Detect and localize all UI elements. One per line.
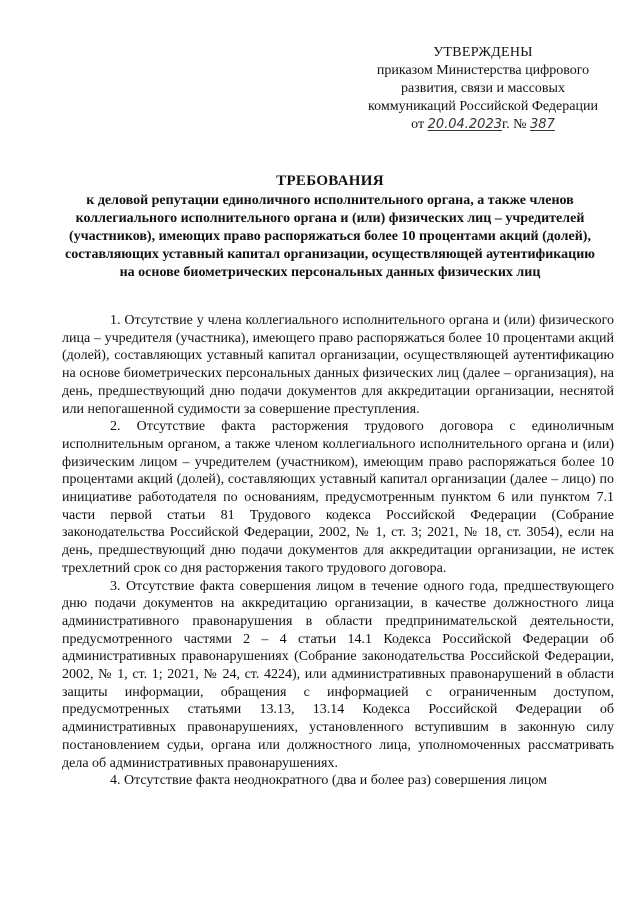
date-suffix: г. №	[502, 117, 527, 132]
handwritten-number: 387	[530, 117, 555, 132]
handwritten-date: 20.04.2023	[427, 117, 502, 132]
document-subtitle: к деловой репутации единоличного исполнительного органа, а также членов коллегиального исполнительного органа и (или) физических лиц – учредителей (участников), имеющих право распоряжаться более 10 процентами акций (долей), составляющих уставный капитал организации, осуществляющей аутентификацию на основе биометрических персональных данных физических лиц	[64, 193, 595, 280]
approval-title: УТВЕРЖДЕНЫ	[433, 45, 533, 60]
paragraph-3: 3. Отсутствие факта совершения лицом в течение одного года, предшествующего дню подачи документов на аккредитацию организации, в качестве должностного лица административного правонарушения в области предпринимательской деятельности, предусмотренного частями 2 – 4 статьи 14.1 Кодекса Российской Федерации об административных правонарушениях (Собрание законодательства Российской Федерации, 2002, № 1, ст. 1; 2021, № 24, ст. 4224), или административных правонарушений в области защиты информации, обращения с информацией с ограниченным доступом, предусмотренных статьями 13.13, 13.14 Кодекса Российской Федерации об административных правонарушениях, установленного вступившим в законную силу постановлением судьи, органа или должностного лица, уполномоченных рассматривать дела об административных правонарушениях.	[62, 578, 614, 771]
document-title: ТРЕБОВАНИЯ	[276, 173, 384, 189]
document-heading	[56, 172, 604, 282]
approval-stamp	[352, 44, 614, 134]
document-body	[62, 312, 614, 790]
approval-date-line	[352, 116, 614, 134]
approval-line-2: развития, связи и массовых	[401, 81, 565, 96]
paragraph-1: 1. Отсутствие у члена коллегиального исполнительного органа и (или) физического лица – учредителя (участника), имеющего право распоряжаться более 10 процентами акций (долей), составляющих уставный капитал организации, осуществляющей аутентификацию на основе биометрических персональных данных физических лиц (далее – организация), на день, предшествующий дню подачи документов для аккредитации организации, неснятой или непогашенной судимости за совершение преступления.	[62, 313, 614, 417]
paragraph-2: 2. Отсутствие факта расторжения трудового договора с единоличным исполнительным органом, а также членом коллегиального исполнительного органа и (или) физическим лицом – учредителем (участником), имеющим право распоряжаться более 10 процентами акций (долей), составляющих уставный капитал организации (далее – лицо) по инициативе работодателя по основаниям, предусмотренным пунктом 6 или пунктом 7.1 части первой статьи 81 Трудового кодекса Российской Федерации (Собрание законодательства Российской Федерации, 2002, № 1, ст. 3; 2021, № 18, ст. 3054), если на день, предшествующий дню подачи документов для аккредитации организации, не истек трехлетний срок со дня расторжения такого трудового договора.	[62, 419, 614, 576]
approval-line-3: коммуникаций Российской Федерации	[368, 99, 598, 114]
date-prefix: от	[411, 117, 425, 132]
approval-line-1: приказом Министерства цифрового	[376, 63, 590, 78]
paragraph-4: 4. Отсутствие факта неоднократного (два и более раз) совершения лицом	[110, 773, 547, 789]
